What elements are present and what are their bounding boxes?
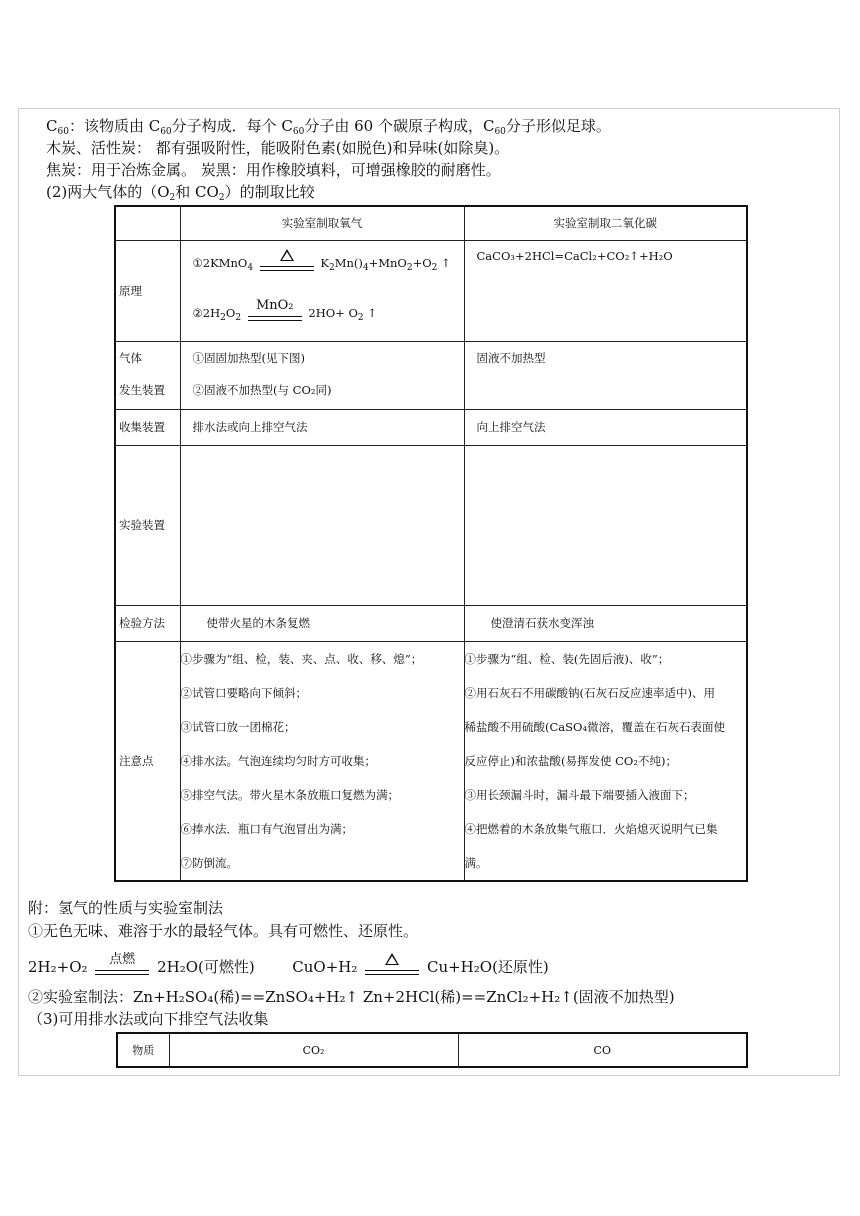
header-empty-cell	[115, 206, 180, 240]
catalyst-condition: MnO₂	[248, 303, 302, 325]
heat-condition	[260, 253, 314, 275]
header-co2: 实验室制取二氧化碳	[464, 206, 747, 240]
note-o2-6: ⑥捧水法．瓶口有气泡冒出为满；	[180, 821, 353, 836]
note-co2-1: ①步骤为“组、检、装(先固后液)、收”；	[464, 651, 670, 666]
appendix-line-1: ①无色无味、难溶于水的最轻气体。具有可燃性、还原性。	[28, 922, 419, 940]
heat-triangle-icon	[280, 249, 294, 261]
h2o2-equation: $②2H_2O_2$ MnO₂ $2HO+ O_2$ ↑	[192, 297, 377, 323]
note-co2-5: ③用长颈漏斗时，漏斗最下端要插入液面下；	[464, 787, 695, 802]
header-row	[115, 206, 747, 240]
note-o2-2: ②试管口要略向下倾斜；	[180, 685, 307, 700]
note-co2-7: 满。	[464, 855, 488, 870]
ignite-condition: 点燃	[95, 957, 149, 979]
setup-row	[115, 445, 747, 605]
section-2-heading: (2)两大气体的（$O_2$和 $CO_2$）的制取比较	[46, 183, 315, 203]
note-o2-4: ④排水法。气泡连续均匀时方可收集；	[180, 753, 376, 768]
test-co2: 使澄清石获水变浑浊	[464, 605, 747, 641]
setup-co2-empty	[464, 445, 747, 605]
co2-co-header-row	[117, 1033, 747, 1067]
col-substance: 物质	[117, 1033, 169, 1067]
heat-triangle-icon-2	[385, 953, 399, 965]
note-co2-4: 反应停止)和浓盐酸(易挥发使 CO₂不纯)；	[464, 753, 677, 768]
test-row	[115, 605, 747, 641]
apparatus-o2: ①固固加热型(见下图) ②固液不加热型(与 CO₂同)	[180, 341, 464, 409]
notes-row	[115, 641, 747, 881]
note-o2-1: ①步骤为“组、检，装、夹、点、收、移、熄”；	[180, 651, 423, 666]
setup-o2-empty	[180, 445, 464, 605]
co2-co-table	[116, 1032, 748, 1068]
principle-row	[115, 240, 747, 341]
note-o2-5: ⑤排空气法。带火星木条放瓶口复燃为满；	[180, 787, 399, 802]
collection-label: 收集装置	[115, 409, 180, 445]
notes-o2	[180, 641, 464, 881]
col-co2: CO₂	[169, 1033, 458, 1067]
test-label: 检验方法	[115, 605, 180, 641]
appendix-line-4: （3)可用排水法或向下排空气法收集	[28, 1010, 269, 1028]
principle-o2	[180, 240, 464, 341]
note-co2-2: ②用石灰石不用碳酸钠(石灰石反应速率适中)、用	[464, 685, 715, 700]
apparatus-row	[115, 341, 747, 409]
collection-o2: 排水法或向上排空气法	[180, 409, 464, 445]
notes-co2	[464, 641, 747, 881]
coke-line: 焦炭：用于冶炼金属。 炭黑：用作橡胶填料，可增强橡胶的耐磨性。	[46, 161, 501, 179]
appendix-equations: 2H₂+O₂ 点燃 2H₂O(可燃性) CuO+H₂ Cu+H₂O(还原性)	[28, 954, 549, 980]
c60-line: $C_{60}$：该物质由 $C_{60}$分子构成．每个 $C_{60}$分子由 60 个碳原子构成，$C_{60}$分子形似足球。	[46, 117, 611, 137]
appendix-line-3: ②实验室制法：Zn+H₂SO₄(稀)==ZnSO₄+H₂↑ Zn+2HCl(稀)==ZnCl₂+H₂↑(固液不加热型)	[28, 988, 675, 1006]
header-o2: 实验室制取氧气	[180, 206, 464, 240]
note-o2-3: ③试管口放一团棉花；	[180, 719, 296, 734]
kmno4-equation: ①2KMnO$_4$ $K_2Mn()_4+MnO_2+O_2$ ↑	[193, 241, 461, 290]
principle-label: 原理	[115, 240, 180, 341]
collection-co2: 向上排空气法	[464, 409, 747, 445]
heat-condition-2	[365, 957, 419, 979]
notes-label: 注意点	[115, 641, 180, 881]
comparison-table	[114, 205, 748, 882]
col-co: CO	[458, 1033, 747, 1067]
principle-co2: CaCO₃+2HCl=CaCl₂+CO₂↑+H₂O	[464, 240, 747, 341]
charcoal-line: 木炭、活性炭： 都有强吸附性，能吸附色素(如脱色)和异味(如除臭)。	[46, 139, 510, 157]
note-o2-7: ⑦防倒流。	[180, 855, 238, 870]
collection-row	[115, 409, 747, 445]
note-co2-6: ④把燃着的木条放集气瓶口．火焰熄灭说明气已集	[464, 821, 718, 836]
setup-label: 实验装置	[115, 445, 180, 605]
appendix-title: 附：氢气的性质与实验室制法	[28, 899, 224, 917]
note-co2-3: 稀盐酸不用硫酸(CaSO₄微溶，覆盖在石灰石表面使	[464, 719, 726, 734]
apparatus-co2: 固液不加热型	[464, 341, 747, 409]
test-o2: 使带火星的木条复燃	[180, 605, 464, 641]
apparatus-label: 气体 发生装置	[115, 341, 180, 409]
